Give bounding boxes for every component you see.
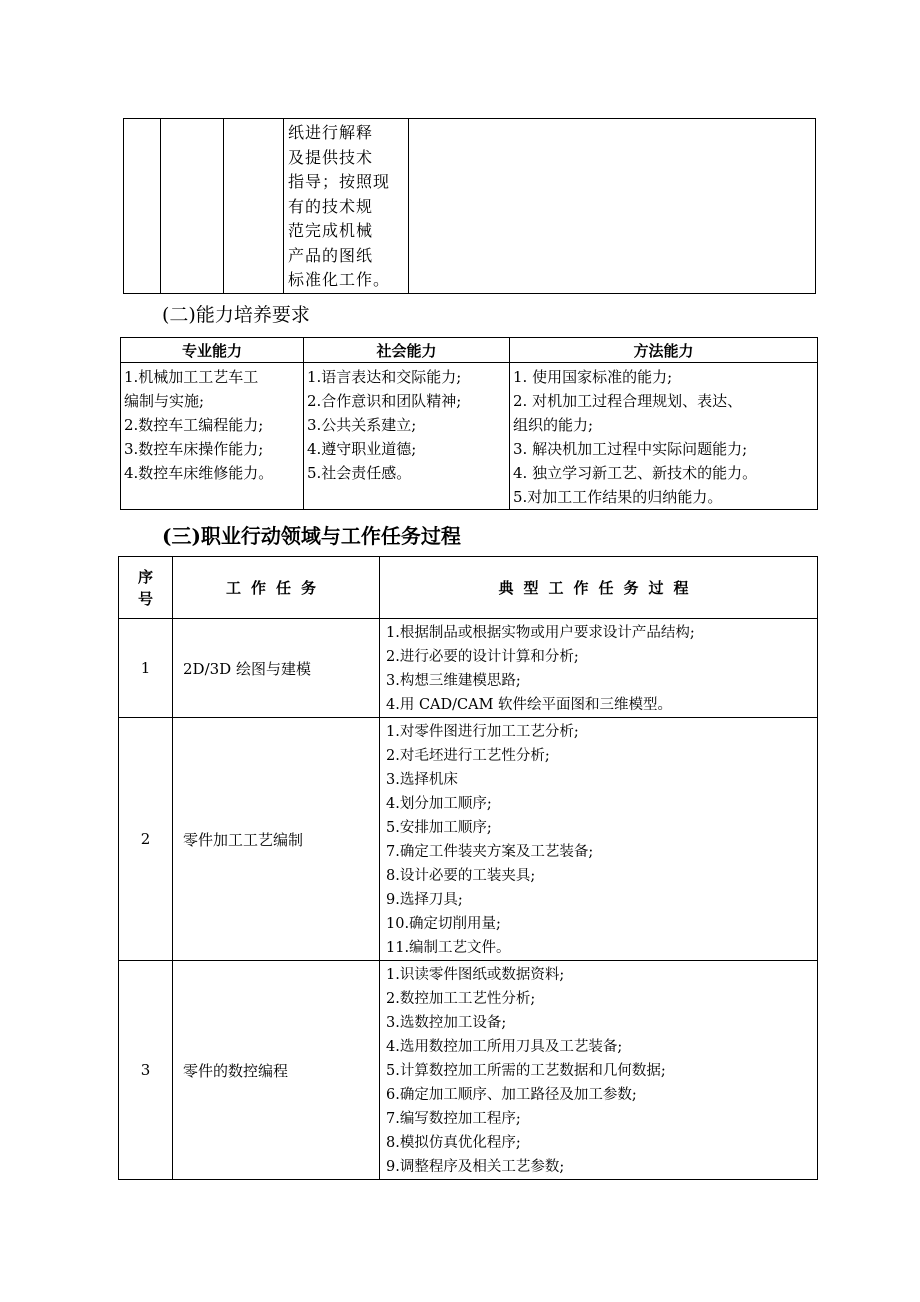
process-steps [380, 718, 818, 961]
header-char: 序 [137, 567, 153, 586]
continuation-table [123, 118, 816, 294]
method-ability-cell [510, 363, 818, 510]
step-item: 3.选数控加工设备; [386, 1015, 507, 1031]
step-item: 4.划分加工顺序; [386, 796, 492, 812]
text-line: 及提供技术 [288, 147, 374, 167]
step-item: 5.安排加工顺序; [386, 820, 492, 836]
step-item: 9.选择刀具; [386, 892, 463, 908]
list-item: 3.公共关系建立; [307, 416, 417, 434]
step-item: 4.选用数控加工所用刀具及工艺装备; [386, 1039, 623, 1055]
text-line: 产品的图纸 [288, 245, 374, 265]
empty-cell [161, 119, 224, 294]
step-item: 7.确定工件装夹方案及工艺装备; [386, 844, 594, 860]
empty-cell [124, 119, 161, 294]
process-steps [380, 619, 818, 718]
step-item: 1.根据制品或根据实物或用户要求设计产品结构; [386, 625, 695, 641]
list-item: 4. 独立学习新工艺、新技术的能力。 [513, 464, 758, 482]
task-name: 2D/3D 绘图与建模 [173, 619, 380, 718]
step-item: 9.调整程序及相关工艺参数; [386, 1159, 565, 1175]
col-header-task: 工作任务 [173, 557, 380, 619]
step-item: 6.确定加工顺序、加工路径及加工参数; [386, 1087, 637, 1103]
row-number: 2 [119, 718, 173, 961]
professional-ability-cell [121, 363, 304, 510]
col-header-method: 方法能力 [510, 338, 818, 363]
step-item: 8.模拟仿真优化程序; [386, 1135, 521, 1151]
text-line: 有的技术规 [288, 196, 374, 216]
list-item: 2. 对机加工过程合理规划、表达、 [513, 392, 743, 410]
table-row [119, 961, 818, 1180]
step-item: 10.确定切削用量; [386, 916, 501, 932]
list-item: 2.数控车工编程能力; [124, 416, 264, 434]
list-item: 1. 使用国家标准的能力; [513, 368, 673, 386]
text-line: 标准化工作。 [288, 270, 391, 289]
task-name: 零件加工工艺编制 [173, 718, 380, 961]
step-item: 7.编写数控加工程序; [386, 1111, 521, 1127]
list-item: 4.数控车床维修能力。 [124, 464, 274, 482]
list-item: 3.数控车床操作能力; [124, 440, 264, 458]
list-item: 5.社会责任感。 [307, 464, 412, 482]
col-header-professional: 专业能力 [121, 338, 304, 363]
step-item: 3.选择机床 [386, 772, 458, 788]
responsibility-text-cell [284, 119, 409, 294]
ability-table [120, 337, 818, 510]
list-item: 编制与实施; [124, 392, 205, 410]
step-item: 2.对毛坯进行工艺性分析; [386, 748, 550, 764]
section-heading-ability: (二)能力培养要求 [162, 304, 310, 326]
list-item: 1.机械加工工艺车工 [124, 368, 259, 386]
step-item: 1.识读零件图纸或数据资料; [386, 967, 565, 983]
step-item: 8.设计必要的工装夹具; [386, 868, 536, 884]
step-item: 1.对零件图进行加工工艺分析; [386, 724, 579, 740]
step-item: 4.用 CAD/CAM 软件绘平面图和三维模型。 [386, 697, 673, 713]
text-line: 指导；按照现 [288, 172, 391, 191]
process-steps [380, 961, 818, 1180]
list-item: 2.合作意识和团队精神; [307, 392, 462, 410]
section-heading-work-tasks: (三)职业行动领域与工作任务过程 [162, 524, 461, 548]
list-item: 3. 解决机加工过程中实际问题能力; [513, 440, 748, 458]
row-number: 1 [119, 619, 173, 718]
step-item: 2.数控加工工艺性分析; [386, 991, 536, 1007]
list-item: 5.对加工工作结果的归纳能力。 [513, 488, 723, 506]
row-number: 3 [119, 961, 173, 1180]
text-line: 纸进行解释 [288, 123, 374, 142]
header-char: 号 [137, 589, 153, 608]
step-item: 5.计算数控加工所需的工艺数据和几何数据; [386, 1063, 666, 1079]
work-task-table [118, 556, 818, 1180]
social-ability-cell [304, 363, 510, 510]
col-header-social: 社会能力 [304, 338, 510, 363]
empty-cell [409, 119, 816, 294]
empty-cell [224, 119, 284, 294]
step-item: 3.构想三维建模思路; [386, 673, 521, 689]
step-item: 2.进行必要的设计计算和分析; [386, 649, 579, 665]
table-row [119, 619, 818, 718]
table-row [119, 718, 818, 961]
list-item: 组织的能力; [513, 416, 594, 434]
list-item: 1.语言表达和交际能力; [307, 368, 462, 386]
col-header-process: 典型工作任务过程 [380, 557, 818, 619]
list-item: 4.遵守职业道德; [307, 440, 417, 458]
step-item: 11.编制工艺文件。 [386, 940, 511, 956]
text-line: 范完成机械 [288, 221, 374, 240]
task-name: 零件的数控编程 [173, 961, 380, 1180]
col-header-seq [119, 557, 173, 619]
